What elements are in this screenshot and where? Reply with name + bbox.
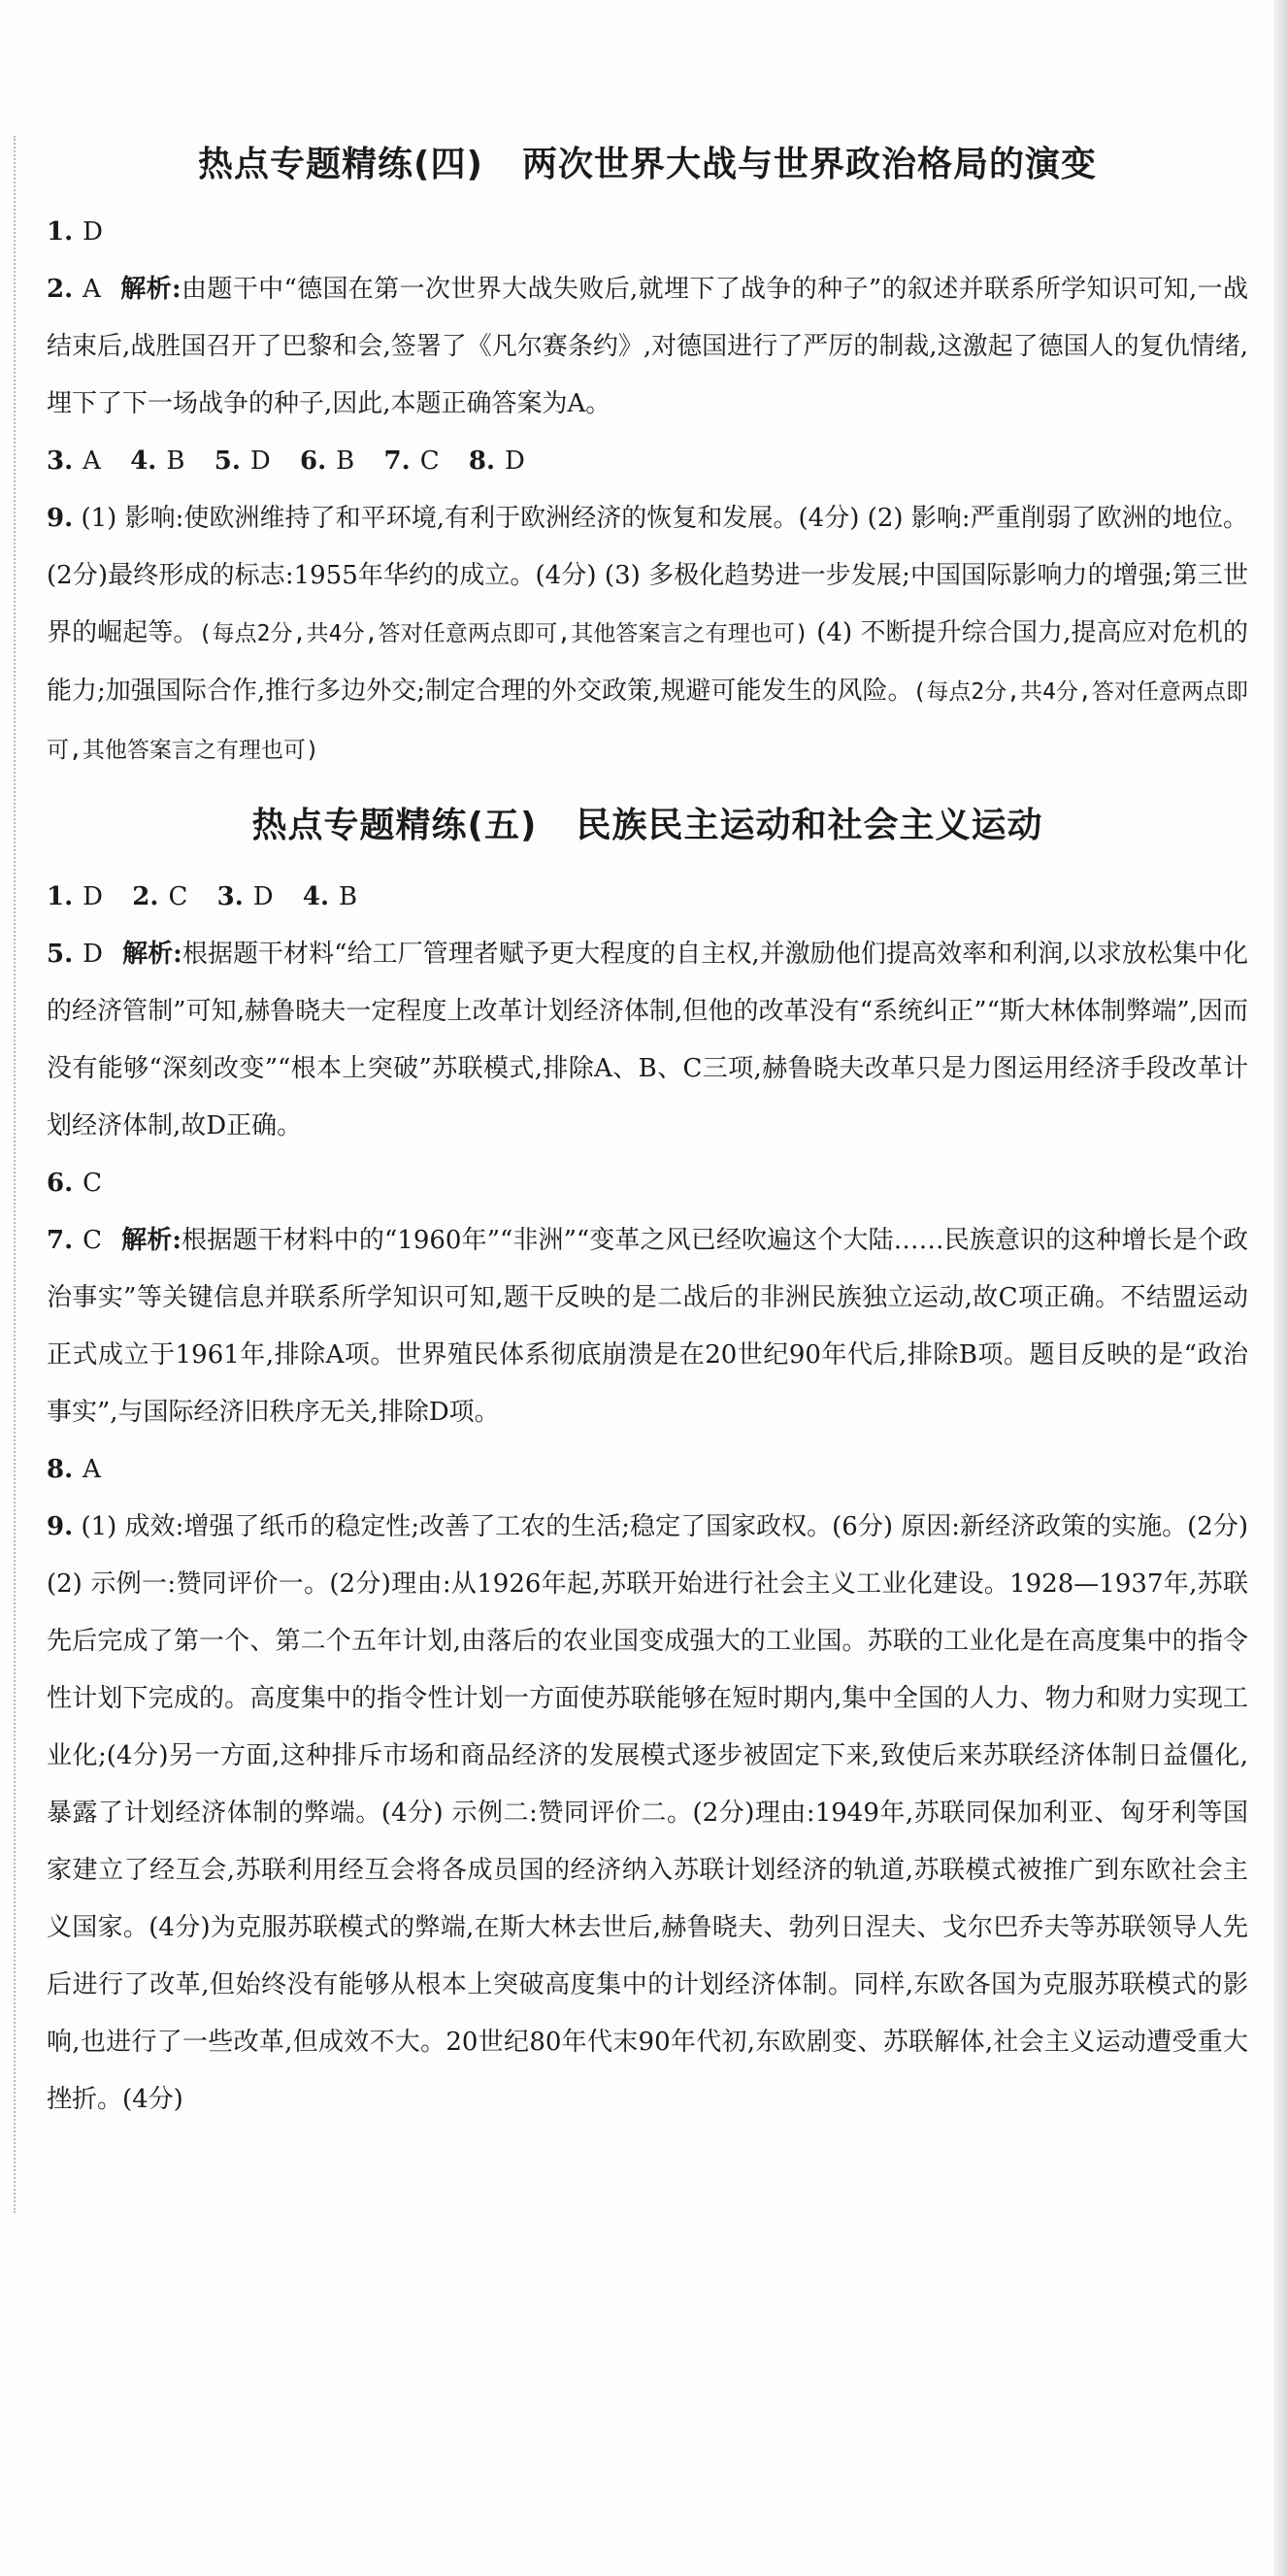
section-5-title: 热点专题精练(五) [251, 806, 538, 845]
s5-questions-1-4: 1. D 2. C 3. D 4. B [47, 882, 358, 911]
s5-q5-explanation: 根据题干材料“给工厂管理者赋予更大程度的自主权,并激励他们提高效率和利润,以求放松集中化的经济管制”可知,赫鲁晓夫一定程度上改革计划经济体制,但他的改革没有“系统纠正”“斯大林体制弊端”,因而没有能够“深刻改变”“根本上突破”苏联模式,排除A、B、C三项,赫鲁晓夫改革只是力图运用经济手段改革计划经济体制,故D正确。 [47, 940, 1248, 1140]
s5-q7-explanation: 根据题干材料中的“1960年”“非洲”“变革之风已经吹遍这个大陆……民族意识的这种增长是个政治事实”等关键信息并联系所学知识可知,题干反映的是二战后的非洲民族独立运动,故C项正确。不结盟运动正式成立于1961年,排除A项。世界殖民体系彻底崩溃是在20世纪90年代后,排除B项。题目反映的是“政治事实”,与国际经济旧秩序无关,排除D项。 [47, 1226, 1248, 1427]
s4-question-1: 1. D [47, 217, 104, 247]
s5-question-5: 5. D 解析:根据题干材料“给工厂管理者赋予更大程度的自主权,并激励他们提高效率和利润,以求放松集中化的经济管制”可知,赫鲁晓夫一定程度上改革计划经济体制,但他的改革没有“系统纠正”“斯大林体制弊端”,因而没有能够“深刻改变”“根本上突破”苏联模式,排除A、B、C三项,赫鲁晓夫改革只是力图运用经济手段改革计划经济体制,故D正确。 [47, 940, 1248, 1140]
s5-question-9: 9. (1) 成效:增强了纸币的稳定性;改善了工农的生活;稳定了国家政权。(6分) 原因:新经济政策的实施。(2分) (2) 示例一:赞同评价一。(2分)理由:从1926年起,苏联开始进行社会主义工业化建设。1928—1937年,苏联先后完成了第一个、第二个五年计划,由落后的农业国变成强大的工业国。苏联的工业化是在高度集中的指令性计划下完成的。高度集中的指令性计划一方面使苏联能够在短时期内,集中全国的人力、物力和财力实现工业化;(4分)另一方面,这种排斥市场和商品经济的发展模式逐步被固定下来,致使后来苏联经济体制日益僵化,暴露了计划经济体制的弊端。(4分) 示例二:赞同评价二。(2分)理由:1949年,苏联同保加利亚、匈牙利等国家建立了经互会,苏联利用经互会将各成员国的经济纳入苏联计划经济的轨道,苏联模式被推广到东欧社会主义国家。(4分)为克服苏联模式的弊端,在斯大林去世后,赫鲁晓夫、勃列日涅夫、戈尔巴乔夫等苏联领导人先后进行了改革,但始终没有能够从根本上突破高度集中的计划经济体制。同样,东欧各国为克服苏联模式的影响,也进行了一些改革,但成效不大。20世纪80年代末90年代初,东欧剧变、苏联解体,社会主义运动遭受重大挫折。(4分) [47, 1512, 1248, 2114]
s5-question-7: 7. C 解析:根据题干材料中的“1960年”“非洲”“变革之风已经吹遍这个大陆……民族意识的这种增长是个政治事实”等关键信息并联系所学知识可知,题干反映的是二战后的非洲民族独立运动,故C项正确。不结盟运动正式成立于1961年,排除A项。世界殖民体系彻底崩溃是在20世纪90年代后,排除B项。题目反映的是“政治事实”,与国际经济旧秩序无关,排除D项。 [47, 1226, 1248, 1427]
s5-question-6: 6. C [47, 1169, 103, 1198]
s4-questions-3-8: 3. A 4. B 5. D 6. B 7. C 8. D [47, 446, 525, 476]
s4-question-2: 2. A 解析:由题干中“德国在第一次世界大战失败后,就埋下了战争的种子”的叙述并联系所学知识可知,一战结束后,战胜国召开了巴黎和会,签署了《凡尔赛条约》,对德国进行了严厉的制裁,这激起了德国人的复仇情绪,埋下了下一场战争的种子,因此,本题正确答案为A。 [47, 275, 1248, 418]
section-4-title: 热点专题精练(四) [198, 145, 483, 184]
section-5-heading [47, 787, 1248, 865]
section-5-subtitle: 民族民主运动和社会主义运动 [576, 806, 1043, 845]
section-4-subtitle: 两次世界大战与世界政治格局的演变 [521, 145, 1097, 184]
section-4-heading [47, 126, 1248, 204]
page-edge-shadow [1273, 0, 1287, 2576]
answer-page [47, 126, 1248, 2129]
s5-question-8: 8. A [47, 1455, 101, 1484]
s4-q2-explanation: 由题干中“德国在第一次世界大战失败后,就埋下了战争的种子”的叙述并联系所学知识可知,一战结束后,战胜国召开了巴黎和会,签署了《凡尔赛条约》,对德国进行了严厉的制裁,这激起了德国人的复仇情绪,埋下了下一场战争的种子,因此,本题正确答案为A。 [47, 275, 1248, 418]
binding-dotted-line [14, 136, 16, 2213]
s4-question-9: 9. (1) 影响:使欧洲维持了和平环境,有利于欧洲经济的恢复和发展。(4分) (2) 影响:严重削弱了欧洲的地位。(2分)最终形成的标志:1955年华约的成立。(4分) (3) 多极化趋势进一步发展;中国国际影响力的增强;第三世界的崛起等。(每点2分,共4分,答对任意两点即可,其他答案言之有理也可) (4) 不断提升综合国力,提高应对危机的能力;加强国际合作,推行多边外交;制定合理的外交政策,规避可能发生的风险。(每点2分,共4分,答对任意两点即可,其他答案言之有理也可) [47, 504, 1248, 763]
